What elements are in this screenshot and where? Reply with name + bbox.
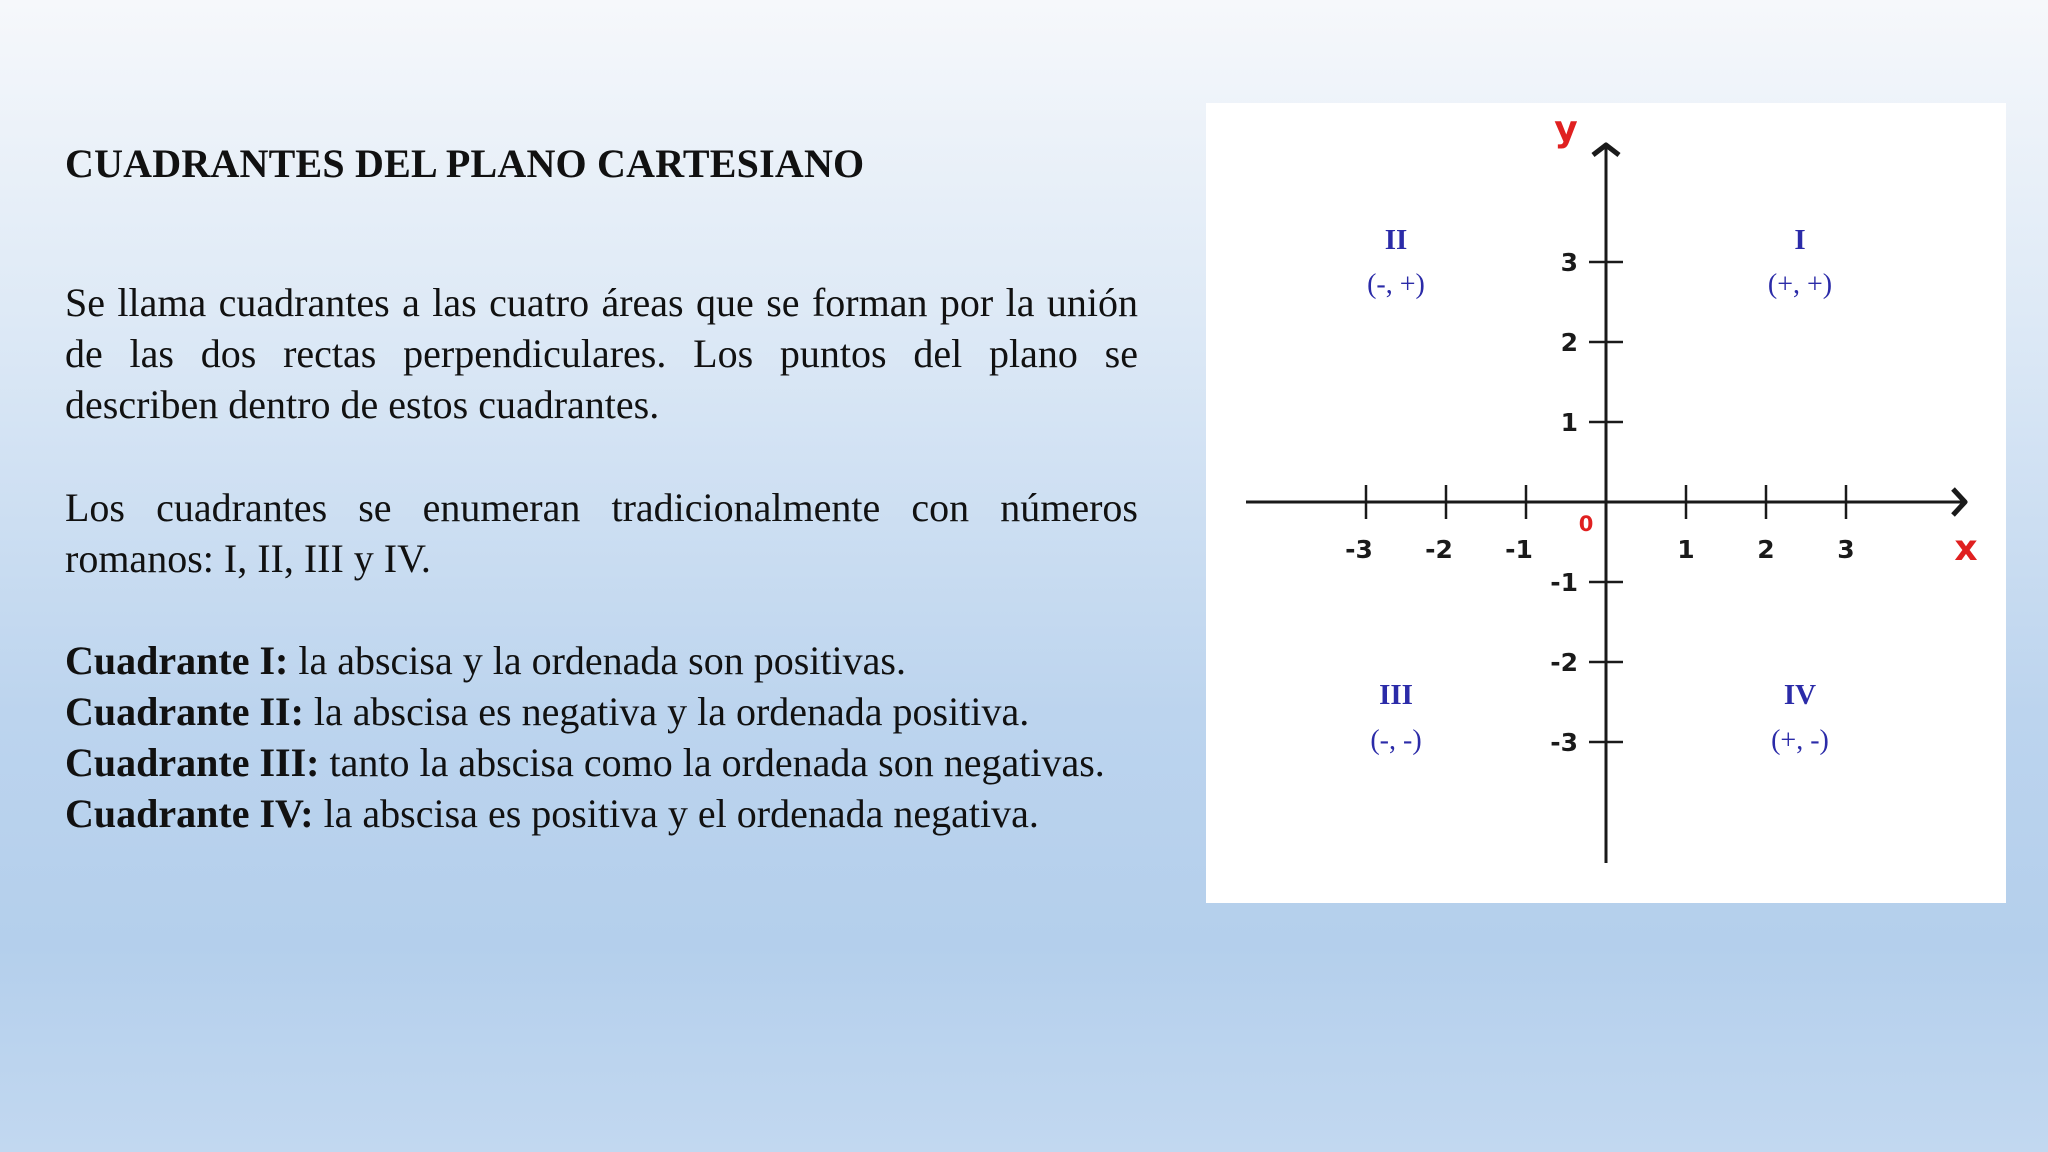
quadrant-2-signs: (-, +) <box>1367 269 1425 300</box>
origin-label: 0 <box>1578 512 1594 536</box>
quadrant-3-roman: III <box>1379 679 1413 711</box>
x-axis-name: x <box>1954 528 1978 569</box>
y-tick-label: 1 <box>1560 408 1578 437</box>
paragraph-enumeration: Los cuadrantes se enumeran tradicionalmente con números romanos: I, II, III y IV. <box>65 485 1138 581</box>
definition-quadrant-1 <box>65 635 1138 686</box>
x-tick-label: 3 <box>1837 535 1855 564</box>
quadrant-4-roman: IV <box>1783 679 1817 711</box>
y-tick-label: -1 <box>1550 568 1578 597</box>
paragraph-definition: Se llama cuadrantes a las cuatro áreas que se forman por la unión de las dos rectas perpendiculares. Los puntos del plano se describen dentro de estos cuadrantes. <box>65 280 1138 427</box>
quadrant-2-roman: II <box>1384 224 1408 256</box>
definition-term: Cuadrante III: <box>65 740 320 785</box>
definition-text: la abscisa es negativa y la ordenada positiva. <box>303 689 1030 734</box>
quadrant-definitions <box>65 635 1138 839</box>
quadrant-1-signs: (+, +) <box>1767 269 1833 300</box>
definition-term: Cuadrante II: <box>65 689 304 734</box>
cartesian-plane-diagram <box>1206 103 2006 903</box>
y-tick-label: 3 <box>1560 248 1578 277</box>
quadrant-3-signs: (-, -) <box>1370 725 1422 756</box>
y-tick-label: -2 <box>1550 648 1578 677</box>
x-tick-label: 1 <box>1677 535 1695 564</box>
definition-quadrant-3 <box>65 737 1138 788</box>
quadrant-1-roman: I <box>1794 224 1806 256</box>
y-axis-name: y <box>1554 109 1578 150</box>
definition-quadrant-2 <box>65 686 1138 737</box>
y-tick-label: -3 <box>1550 728 1578 757</box>
cartesian-plane-figure <box>1206 103 2006 903</box>
x-tick-label: -2 <box>1425 535 1453 564</box>
definition-text: la abscisa es positiva y el ordenada negativa. <box>313 791 1039 836</box>
quadrant-4-signs: (+, -) <box>1771 725 1829 756</box>
x-tick-label: -1 <box>1505 535 1533 564</box>
definition-text: la abscisa y la ordenada son positivas. <box>288 638 906 683</box>
y-tick-label: 2 <box>1560 328 1578 357</box>
definition-text: tanto la abscisa como la ordenada son negativas. <box>319 740 1105 785</box>
x-tick-label: 2 <box>1757 535 1775 564</box>
x-tick-label: -3 <box>1345 535 1373 564</box>
definition-quadrant-4 <box>65 788 1138 839</box>
slide-title: CUADRANTES DEL PLANO CARTESIANO <box>65 141 865 186</box>
definition-term: Cuadrante I: <box>65 638 289 683</box>
definition-term: Cuadrante IV: <box>65 791 314 836</box>
